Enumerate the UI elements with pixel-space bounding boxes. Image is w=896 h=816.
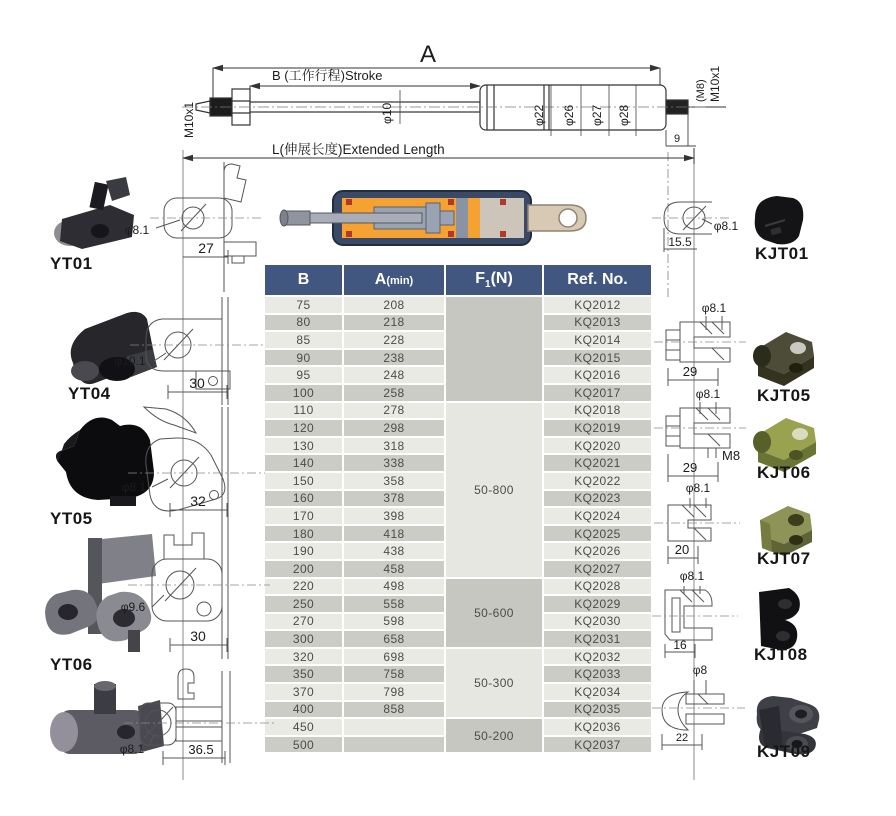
label-m8: (M8)	[695, 79, 707, 102]
cell-force-group: 50-300	[446, 649, 542, 717]
cell-ref: KQ2013	[544, 315, 651, 331]
cell-a-min	[344, 737, 444, 753]
yt05-drawing	[100, 403, 275, 538]
cell-a-min: 598	[344, 614, 444, 630]
label-phi22: φ22	[532, 104, 546, 126]
cell-a-min: 398	[344, 508, 444, 524]
cell-a-min: 298	[344, 420, 444, 436]
cell-ref: KQ2024	[544, 508, 651, 524]
yt04-dia: φ10.1	[114, 354, 146, 368]
kjt09-dim: 22	[675, 732, 689, 744]
label-b-stroke: B (工作行程)Stroke	[272, 68, 383, 83]
cell-ref: KQ2022	[544, 473, 651, 489]
cell-b: 350	[265, 666, 342, 682]
kjt09-dia: φ8	[692, 663, 708, 677]
spec-table	[263, 263, 653, 754]
dimension-9	[666, 114, 696, 146]
header-a-min: A(min)	[344, 265, 444, 295]
label-phi10: φ10	[380, 102, 394, 124]
cell-ref: KQ2020	[544, 438, 651, 454]
cell-b: 130	[265, 438, 342, 454]
cell-a-min: 418	[344, 526, 444, 542]
label-yt04: YT04	[68, 384, 111, 403]
cell-ref: KQ2036	[544, 719, 651, 735]
cell-ref: KQ2018	[544, 403, 651, 419]
cell-ref: KQ2029	[544, 596, 651, 612]
gas-spring-drawing	[160, 28, 820, 168]
cell-force-group	[446, 297, 542, 401]
kjt08-dia: φ8.1	[679, 569, 705, 583]
kjt07-dim: 20	[674, 542, 690, 557]
label-m10x1-left: M10x1	[182, 101, 196, 139]
kjt01-dia: φ8.1	[713, 219, 739, 233]
cell-b: 170	[265, 508, 342, 524]
kjt01-dim: 15.5	[668, 235, 692, 249]
cell-ref: KQ2034	[544, 684, 651, 700]
cell-a-min	[344, 719, 444, 735]
cell-ref: KQ2026	[544, 543, 651, 559]
cell-force-group: 50-800	[446, 403, 542, 577]
dimension-b	[250, 86, 480, 100]
cell-b: 450	[265, 719, 342, 735]
cell-b: 500	[265, 737, 342, 753]
label-kjt01: KJT01	[755, 244, 809, 263]
cell-a-min: 218	[344, 315, 444, 331]
cell-ref: KQ2012	[544, 297, 651, 313]
table-row	[265, 403, 651, 419]
kjt06-thread: M8	[722, 448, 741, 463]
cell-ref: KQ2017	[544, 385, 651, 401]
cell-a-min: 498	[344, 579, 444, 595]
cell-b: 190	[265, 543, 342, 559]
cell-ref: KQ2015	[544, 350, 651, 366]
yt05-dim: 32	[190, 493, 206, 509]
kjt05-dim: 29	[682, 364, 698, 379]
kjt07-dia: φ8.1	[685, 481, 711, 495]
label-m10x1-right: M10x1	[708, 65, 722, 102]
label-l-extended: L(伸展长度)Extended Length	[272, 142, 445, 157]
yt01-drawing	[100, 158, 275, 298]
header-ref-no: Ref. No.	[544, 265, 651, 295]
cell-b: 120	[265, 420, 342, 436]
cell-a-min: 318	[344, 438, 444, 454]
eyelet-end	[528, 205, 586, 231]
yt06-dim: 30	[190, 628, 206, 644]
label-yt06: YT06	[50, 655, 93, 674]
cell-a-min: 758	[344, 666, 444, 682]
cell-ref: KQ2031	[544, 631, 651, 647]
label-phi27: φ27	[590, 104, 604, 126]
table-row	[265, 579, 651, 595]
cell-a-min: 228	[344, 332, 444, 348]
label-kjt07: KJT07	[757, 549, 811, 568]
cell-ref: KQ2014	[544, 332, 651, 348]
cell-ref: KQ2030	[544, 614, 651, 630]
table-header-row	[265, 265, 651, 295]
cell-ref: KQ2019	[544, 420, 651, 436]
yt-bottom-dim: 36.5	[188, 742, 214, 757]
label-yt01: YT01	[50, 254, 93, 273]
spring-outline	[196, 85, 726, 130]
cell-b: 250	[265, 596, 342, 612]
cell-a-min: 258	[344, 385, 444, 401]
cell-a-min: 438	[344, 543, 444, 559]
kjt01-photo	[745, 190, 811, 250]
cell-b: 85	[265, 332, 342, 348]
cell-b: 150	[265, 473, 342, 489]
yt06-dia: φ9.6	[120, 600, 146, 614]
cell-a-min: 208	[344, 297, 444, 313]
cell-ref: KQ2028	[544, 579, 651, 595]
cell-b: 90	[265, 350, 342, 366]
table-row	[265, 297, 651, 313]
cell-b: 370	[265, 684, 342, 700]
header-f1n: $F_1(N)$	[446, 265, 542, 295]
cell-a-min: 698	[344, 649, 444, 665]
cell-b: 140	[265, 455, 342, 471]
cell-b: 95	[265, 367, 342, 383]
cell-a-min: 378	[344, 491, 444, 507]
cell-b: 400	[265, 702, 342, 718]
kjt05-dia: φ8.1	[701, 301, 727, 315]
table-row	[265, 719, 651, 735]
cell-b: 180	[265, 526, 342, 542]
kjt06-dim: 29	[682, 460, 698, 475]
yt-bottom-dia: φ8.1	[119, 742, 145, 756]
cell-a-min: 278	[344, 403, 444, 419]
cell-ref: KQ2021	[544, 455, 651, 471]
label-a: A	[419, 41, 437, 68]
yt06-drawing	[100, 523, 280, 663]
cell-a-min: 238	[344, 350, 444, 366]
cell-ref: KQ2037	[544, 737, 651, 753]
yt04-dim: 30	[189, 375, 205, 391]
cell-force-group: 50-200	[446, 719, 542, 752]
cell-a-min: 558	[344, 596, 444, 612]
cell-b: 100	[265, 385, 342, 401]
yt-bottom-drawing	[100, 663, 285, 778]
cell-ref: KQ2032	[544, 649, 651, 665]
cell-a-min: 798	[344, 684, 444, 700]
cell-b: 110	[265, 403, 342, 419]
cell-ref: KQ2025	[544, 526, 651, 542]
cell-b: 220	[265, 579, 342, 595]
kjt05-photo	[742, 316, 822, 390]
cell-ref: KQ2023	[544, 491, 651, 507]
cell-ref: KQ2016	[544, 367, 651, 383]
cell-b: 200	[265, 561, 342, 577]
cell-b: 320	[265, 649, 342, 665]
cell-b: 80	[265, 315, 342, 331]
cell-b: 300	[265, 631, 342, 647]
label-kjt05: KJT05	[757, 386, 811, 405]
cell-a-min: 248	[344, 367, 444, 383]
kjt06-dia: φ8.1	[695, 387, 721, 401]
cell-a-min: 658	[344, 631, 444, 647]
label-kjt06: KJT06	[757, 463, 811, 482]
cell-b: 270	[265, 614, 342, 630]
label-phi26: φ26	[562, 104, 576, 126]
yt01-dim: 27	[198, 240, 214, 256]
cell-a-min: 458	[344, 561, 444, 577]
header-b: B	[265, 265, 342, 295]
label-kjt08: KJT08	[754, 645, 808, 664]
label-phi28: φ28	[617, 104, 631, 126]
cell-b: 160	[265, 491, 342, 507]
cell-ref: KQ2027	[544, 561, 651, 577]
label-yt05: YT05	[50, 509, 93, 528]
cell-a-min: 358	[344, 473, 444, 489]
cell-b: 75	[265, 297, 342, 313]
cell-ref: KQ2035	[544, 702, 651, 718]
cell-ref: KQ2033	[544, 666, 651, 682]
cell-force-group: 50-600	[446, 579, 542, 647]
cross-section-illustration	[278, 183, 608, 253]
label-9: 9	[673, 133, 681, 145]
cell-a-min: 338	[344, 455, 444, 471]
cell-a-min: 858	[344, 702, 444, 718]
yt05-dia: φ8.1	[121, 480, 147, 494]
yt04-drawing	[100, 293, 275, 413]
label-kjt09: KJT09	[757, 742, 811, 761]
yt01-dia: φ8.1	[124, 223, 150, 237]
spec-table-body	[265, 297, 651, 752]
table-row	[265, 649, 651, 665]
kjt08-dim: 16	[673, 638, 687, 652]
